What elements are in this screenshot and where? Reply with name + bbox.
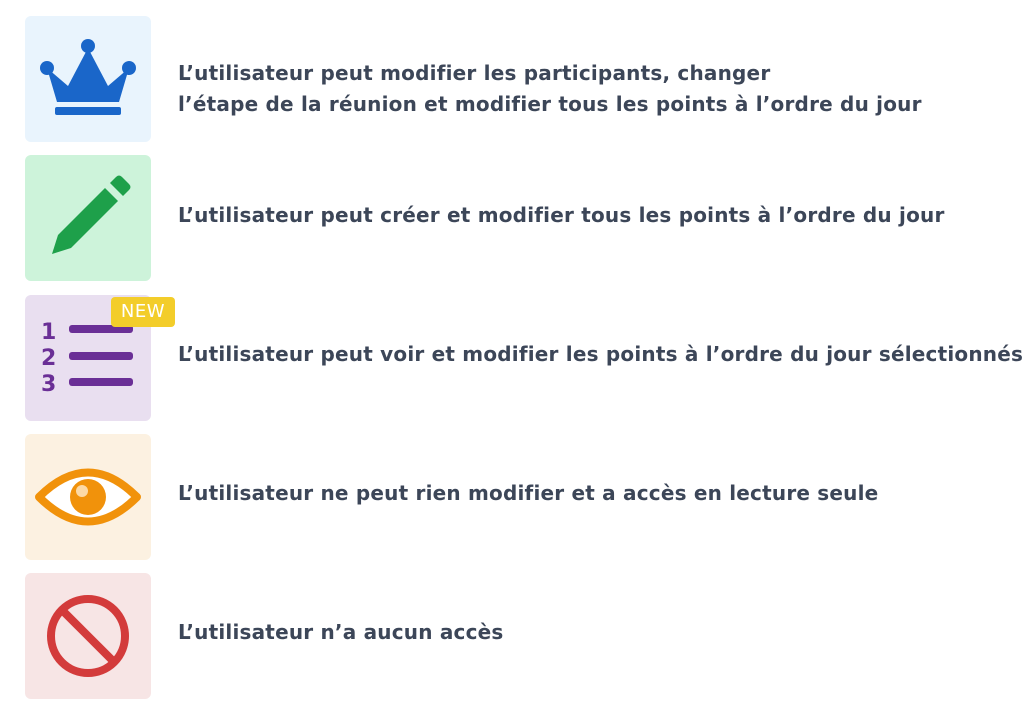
- admin-description: L’utilisateur peut modifier les participants, changer l’étape de la réunion et modifier tous les points à l’ordre du jour: [178, 61, 922, 116]
- pencil-icon: [25, 155, 151, 281]
- svg-text:1: 1: [41, 320, 57, 345]
- svg-text:2: 2: [41, 346, 57, 371]
- prohibited-icon: [25, 573, 151, 699]
- viewer-tile: [25, 434, 151, 560]
- selected-items-description: L’utilisateur peut voir et modifier les points à l’ordre du jour sélectionnés: [178, 342, 1024, 366]
- no-access-description: L’utilisateur n’a aucun accès: [178, 620, 504, 644]
- editor-description: L’utilisateur peut créer et modifier tous les points à l’ordre du jour: [178, 203, 945, 227]
- no-access-tile: [25, 573, 151, 699]
- admin-tile: [25, 16, 151, 142]
- editor-tile: [25, 155, 151, 281]
- selected-items-tile: [25, 295, 166, 421]
- crown-icon: [25, 16, 151, 142]
- new-badge: NEW: [111, 297, 175, 327]
- eye-icon: [25, 434, 151, 560]
- viewer-description: L’utilisateur ne peut rien modifier et a accès en lecture seule: [178, 481, 879, 505]
- svg-text:3: 3: [41, 372, 57, 397]
